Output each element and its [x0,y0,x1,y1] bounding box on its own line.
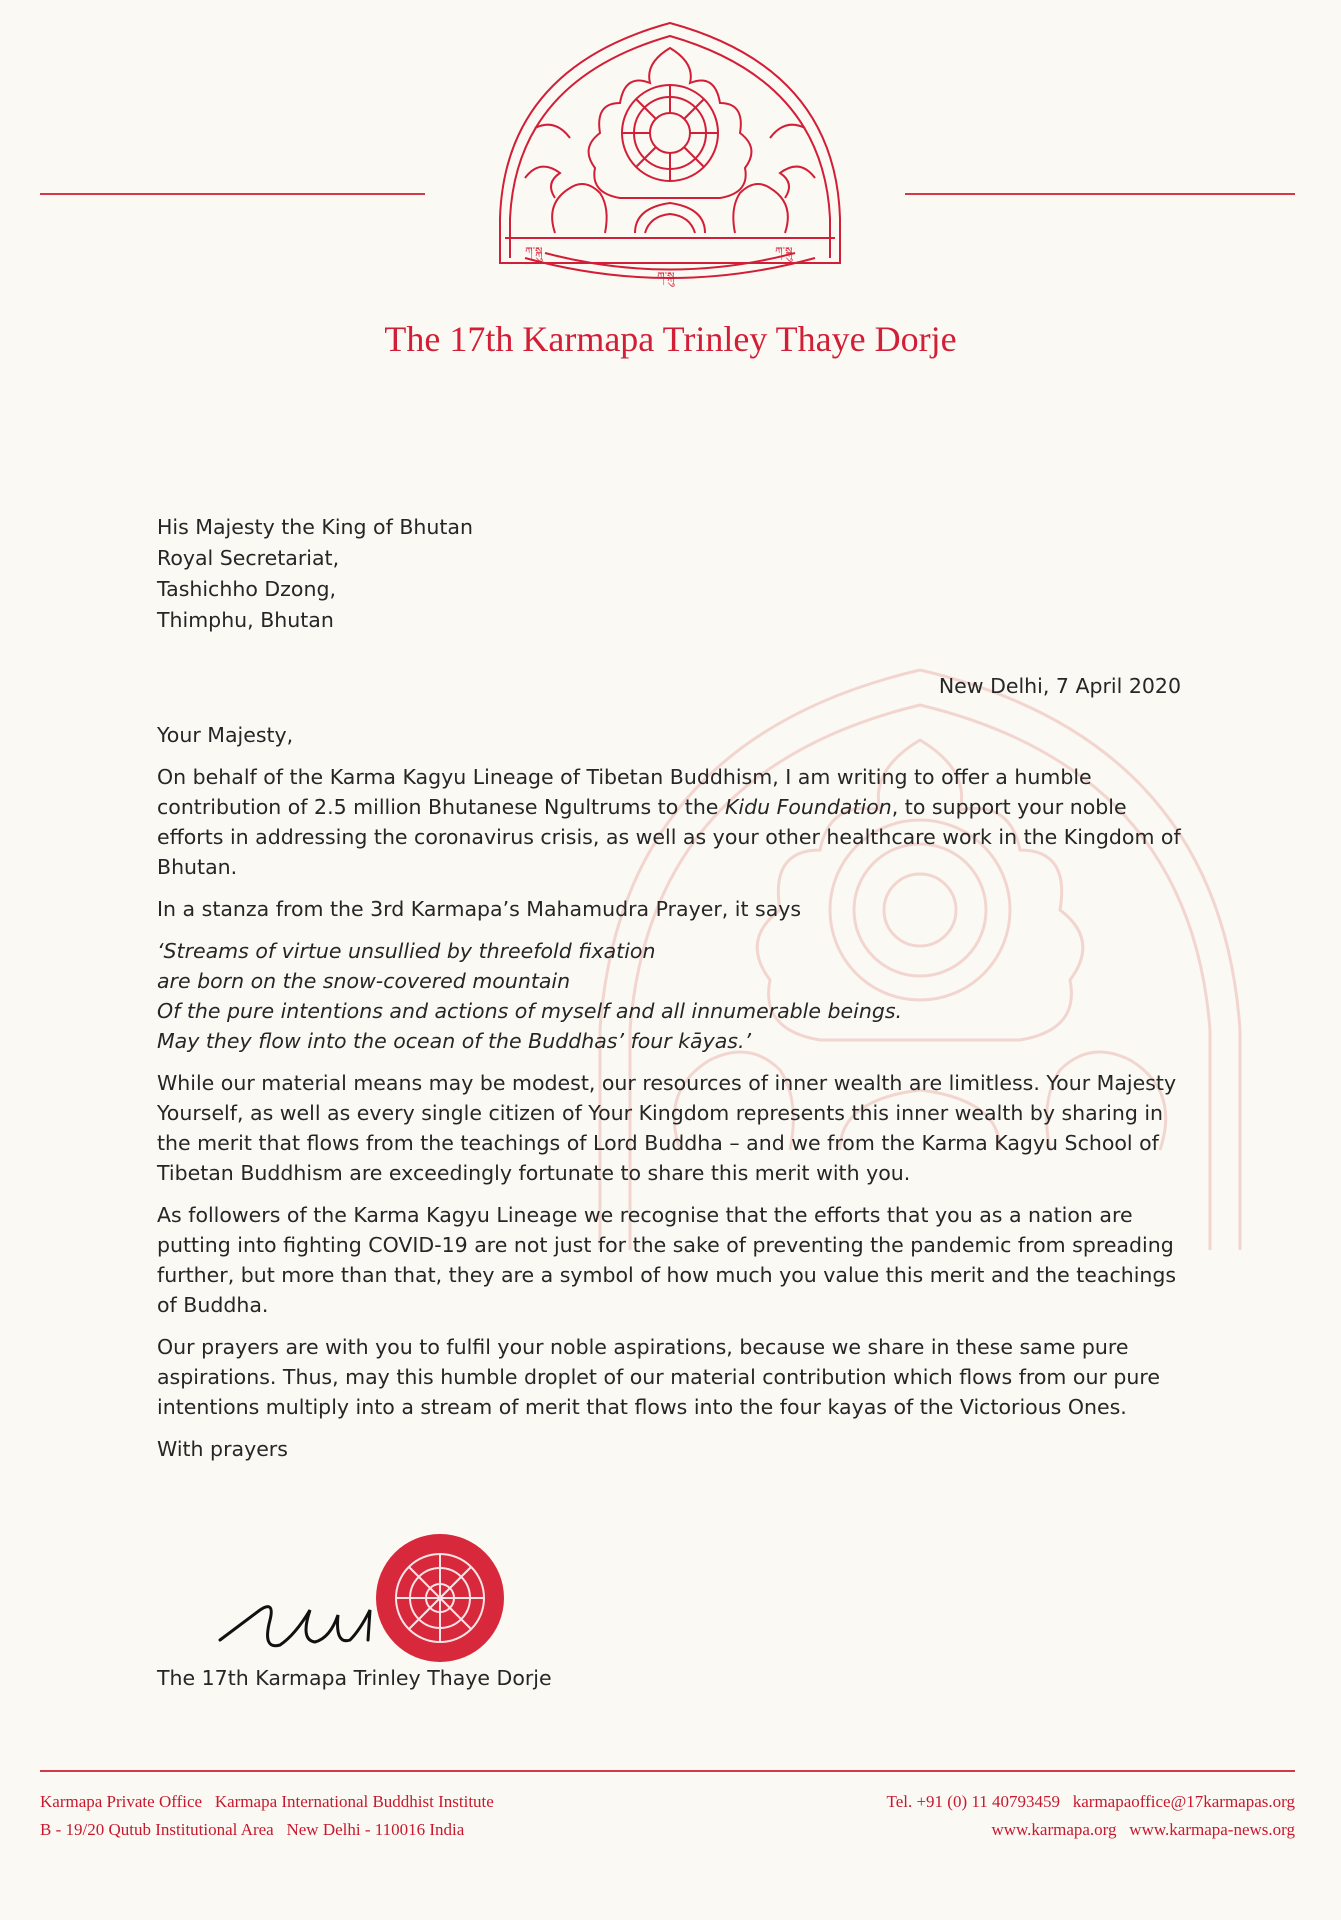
recipient-line: Royal Secretariat, [157,546,340,570]
footer-address: B - 19/20 Qutub Institutional Area [40,1820,274,1839]
signatory-name: The 17th Karmapa Trinley Thaye Dorje [157,1666,552,1690]
emblem-left-glyph: ཀ་སྐུ [525,245,543,258]
paragraph-prayers: Our prayers are with you to fulfil your noble aspirations, because we share in these same pure aspirations. Thus, may this humble droplet of our material contribution which flows from our pure intentions multiply into a stream of merit that flows into the four kayas of the Victorious Ones. [157,1335,1160,1419]
letterhead-title: The 17th Karmapa Trinley Thaye Dorje [384,319,957,359]
footer-news-website-link[interactable]: www.karmapa-news.org [1129,1820,1295,1839]
header-rule-left [40,193,425,195]
verse-line: May they flow into the ocean of the Buddhas’ four kāyas.’ [157,1029,752,1053]
paragraph-contribution [157,762,1187,882]
kidu-foundation-name: Kidu Foundation [724,795,892,819]
red-seal [376,1534,504,1662]
verse-line: Of the pure intentions and actions of myself and all innumerable beings. [157,999,903,1023]
footer-office-line [40,1792,494,1812]
recipient-line: His Majesty the King of Bhutan [157,515,473,539]
footer-contact-line [887,1792,1296,1812]
letter-body [157,720,1187,1476]
footer-private-office: Karmapa Private Office [40,1792,203,1811]
emblem-center-glyph: ཀ་སྐུ [657,270,675,283]
recipient-line: Tashichho Dzong, [157,577,336,601]
verse-line: are born on the snow-covered mountain [157,969,571,993]
recipient-address [157,512,1187,636]
header-rule-right [905,193,1295,195]
salutation: Your Majesty, [157,723,294,747]
verse-line: ‘Streams of virtue unsullied by threefold fixation [157,939,656,963]
footer-telephone: Tel. +91 (0) 11 40793459 [886,1792,1060,1811]
letter-date: New Delhi, 7 April 2020 [938,674,1181,698]
paragraph-text: , to support your noble efforts in addressing the coronavirus crisis, as well as your other healthcare work in the Kingdom of Bhutan. [157,795,1181,879]
footer-city: New Delhi - 110016 India [286,1820,465,1839]
footer-address-line [40,1820,464,1840]
footer-rule [40,1770,1295,1772]
paragraph-covid: As followers of the Karma Kagyu Lineage we recognise that the efforts that you as a nation are putting into fighting COVID-19 are not just for the sake of preventing the pandemic from spreading further, but more than that, they are a symbol of how much you value this merit and the teachings of Buddha. [157,1203,1177,1317]
paragraph-text: On behalf of the Karma Kagyu Lineage of Tibetan Buddhism, I am writing to offer a humble contribution of 2.5 million Bhutanese Ngultrums to the [157,765,1092,819]
footer-web-line [991,1820,1295,1840]
karmapa-emblem [485,8,855,298]
footer-website-link[interactable]: www.karmapa.org [991,1820,1117,1839]
footer-email-link[interactable]: karmapaoffice@17karmapas.org [1072,1792,1295,1811]
footer-institute: Karmapa International Buddhist Institute [214,1792,494,1811]
paragraph-stanza-intro: In a stanza from the 3rd Karmapa’s Mahamudra Prayer, it says [157,897,802,921]
recipient-line: Thimphu, Bhutan [157,608,334,632]
emblem-right-glyph: ཀ་སྐུ [775,245,793,258]
closing: With prayers [157,1437,288,1461]
paragraph-inner-wealth: While our material means may be modest, our resources of inner wealth are limitless. Your Majesty Yourself, as well as every single citizen of Your Kingdom represents this inner wealth by sharing in the merit that flows from the teachings of Lord Buddha – and we from the Karma Kagyu School of Tibetan Buddhism are exceedingly fortunate to share this merit with you. [157,1071,1177,1185]
verse-quote [157,936,1187,1056]
handwritten-signature [220,1607,370,1646]
